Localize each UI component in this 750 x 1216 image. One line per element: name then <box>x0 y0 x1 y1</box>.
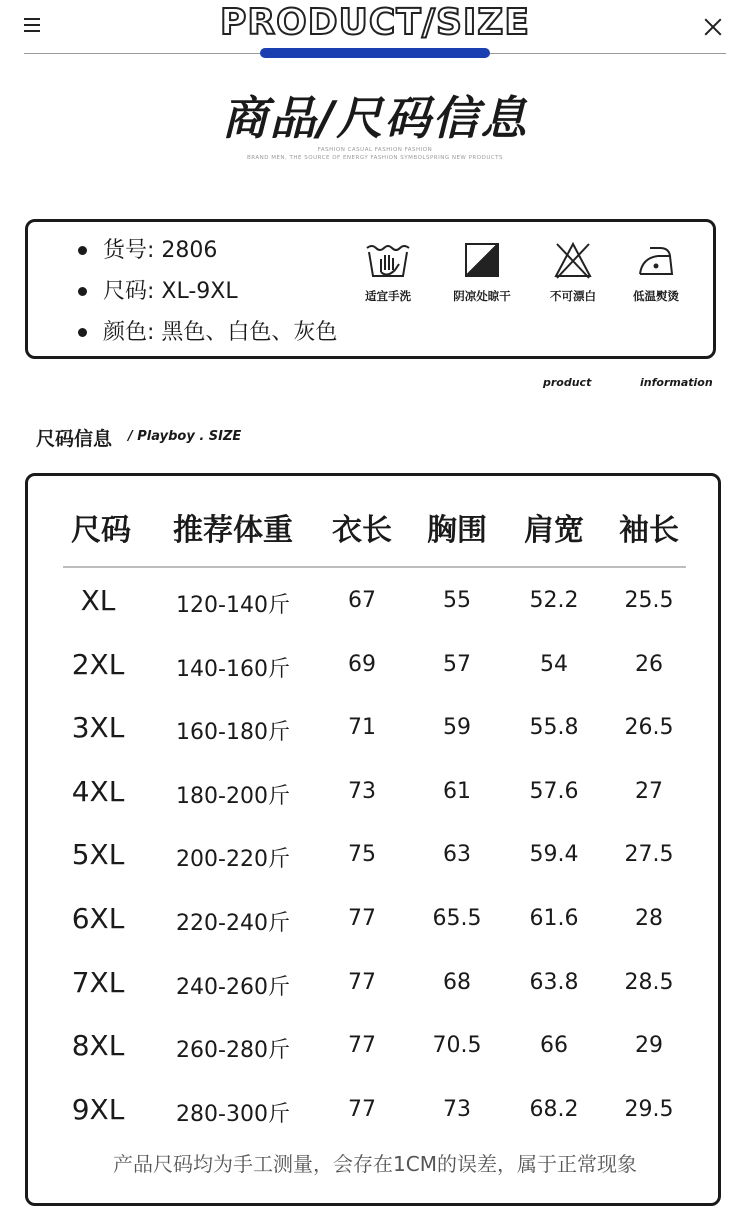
cell-weight: 180-200斤 <box>176 783 290 809</box>
cell-size: 4XL <box>71 774 125 808</box>
tag-information: information <box>640 376 713 389</box>
cell-length: 69 <box>348 651 376 677</box>
tagline-2: BRAND MEN, THE SOURCE OF ENERGY FASHION SYMBOLSPRING NEW PRODUCTS <box>246 155 504 161</box>
care-label: 阴凉处晾干 <box>453 289 511 303</box>
care-no-bleach <box>533 240 613 304</box>
cell-sleeve: 28.5 <box>624 969 674 995</box>
cell-shoulder: 54 <box>540 651 568 677</box>
cell-shoulder: 55.8 <box>529 715 579 741</box>
info-item-size <box>52 271 337 312</box>
cell-shoulder: 59.4 <box>529 842 579 868</box>
column-header: 推荐体重 <box>173 513 293 548</box>
info-item-color <box>52 312 337 353</box>
cell-size: 2XL <box>71 647 125 681</box>
cell-shoulder: 68.2 <box>529 1096 579 1122</box>
cell-chest: 59 <box>443 715 471 741</box>
bullet-icon <box>78 246 87 255</box>
cell-chest: 57 <box>443 651 471 677</box>
cell-weight: 260-280斤 <box>176 1038 290 1064</box>
accent-bar <box>260 48 490 58</box>
care-label: 适宜手洗 <box>365 289 411 303</box>
bullet-icon <box>78 287 87 296</box>
cell-chest: 68 <box>443 969 471 995</box>
cell-weight: 280-300斤 <box>176 1101 290 1127</box>
cell-shoulder: 66 <box>540 1033 568 1059</box>
cell-length: 73 <box>348 778 376 804</box>
cell-chest: 73 <box>443 1096 471 1122</box>
header-divider <box>63 566 686 568</box>
cell-weight: 120-140斤 <box>176 593 290 618</box>
cell-sleeve: 26.5 <box>624 715 674 741</box>
info-value: XL-9XL <box>161 279 238 304</box>
info-item-sku <box>52 230 337 271</box>
column-header: 胸围 <box>427 513 487 548</box>
cell-size: 6XL <box>71 902 125 935</box>
cell-length: 77 <box>348 1033 376 1059</box>
cell-sleeve: 27.5 <box>624 842 674 868</box>
cell-length: 67 <box>348 588 376 613</box>
column-header: 肩宽 <box>524 513 584 548</box>
low-iron-icon <box>636 240 676 280</box>
info-value: 2806 <box>161 238 218 263</box>
page-title: 商品/尺码信息 <box>221 91 529 145</box>
cell-weight: 140-160斤 <box>176 656 290 682</box>
no-bleach-icon <box>553 240 593 280</box>
cell-chest: 65.5 <box>432 906 482 931</box>
cell-shoulder: 61.6 <box>529 906 579 931</box>
banner-title: PRODUCT/SIZE <box>220 2 530 43</box>
cell-size: 8XL <box>71 1029 125 1063</box>
cell-weight: 200-220斤 <box>176 847 290 873</box>
care-label: 不可漂白 <box>550 289 596 303</box>
section-subtitle: / Playboy . SIZE <box>128 429 242 444</box>
cell-shoulder: 57.6 <box>529 778 579 804</box>
cell-size: 5XL <box>71 838 125 872</box>
cell-size: 7XL <box>71 965 125 999</box>
cell-sleeve: 27 <box>635 778 663 804</box>
hand-wash-icon <box>364 240 412 280</box>
cell-length: 77 <box>348 969 376 995</box>
cell-size: 3XL <box>71 711 125 745</box>
cell-size: XL <box>80 584 116 617</box>
cell-length: 77 <box>348 906 376 931</box>
cell-weight: 160-180斤 <box>176 720 290 746</box>
cell-length: 75 <box>348 842 376 868</box>
cell-sleeve: 29.5 <box>624 1096 674 1122</box>
section-title: 尺码信息 <box>36 428 113 450</box>
info-label: 货号: <box>103 238 155 263</box>
info-value: 黑色、白色、灰色 <box>161 320 338 345</box>
dry-in-shade-icon <box>462 240 502 280</box>
tagline-1: FASHION CASUAL FASHION FASHION <box>317 147 433 153</box>
column-header: 尺码 <box>71 513 131 548</box>
info-label: 尺码: <box>103 279 155 304</box>
care-label: 低温熨烫 <box>633 289 679 303</box>
cell-size: 9XL <box>71 1092 125 1126</box>
cell-sleeve: 29 <box>635 1033 663 1059</box>
column-header: 衣长 <box>332 513 392 548</box>
cell-chest: 63 <box>443 842 471 868</box>
column-header: 袖长 <box>619 513 679 548</box>
cell-chest: 61 <box>443 778 471 804</box>
cell-shoulder: 63.8 <box>529 969 579 995</box>
tag-product: product <box>543 376 592 389</box>
care-low-iron <box>616 240 696 304</box>
cell-chest: 70.5 <box>432 1033 482 1059</box>
bullet-icon <box>78 328 87 337</box>
cell-length: 71 <box>348 715 376 741</box>
cell-sleeve: 26 <box>635 651 663 677</box>
cell-shoulder: 52.2 <box>529 588 579 613</box>
cell-weight: 240-260斤 <box>176 974 290 1000</box>
cell-length: 77 <box>348 1096 376 1122</box>
care-hand-wash <box>348 240 428 304</box>
care-dry-shade <box>442 240 522 304</box>
cell-sleeve: 25.5 <box>624 588 674 613</box>
cell-sleeve: 28 <box>635 906 663 931</box>
cell-chest: 55 <box>443 588 471 613</box>
info-label: 颜色: <box>103 320 155 345</box>
cell-weight: 220-240斤 <box>176 911 290 936</box>
product-info-list <box>52 230 337 353</box>
measurement-note: 产品尺码均为手工测量，会存在1CM的误差，属于正常现象 <box>113 1152 637 1176</box>
